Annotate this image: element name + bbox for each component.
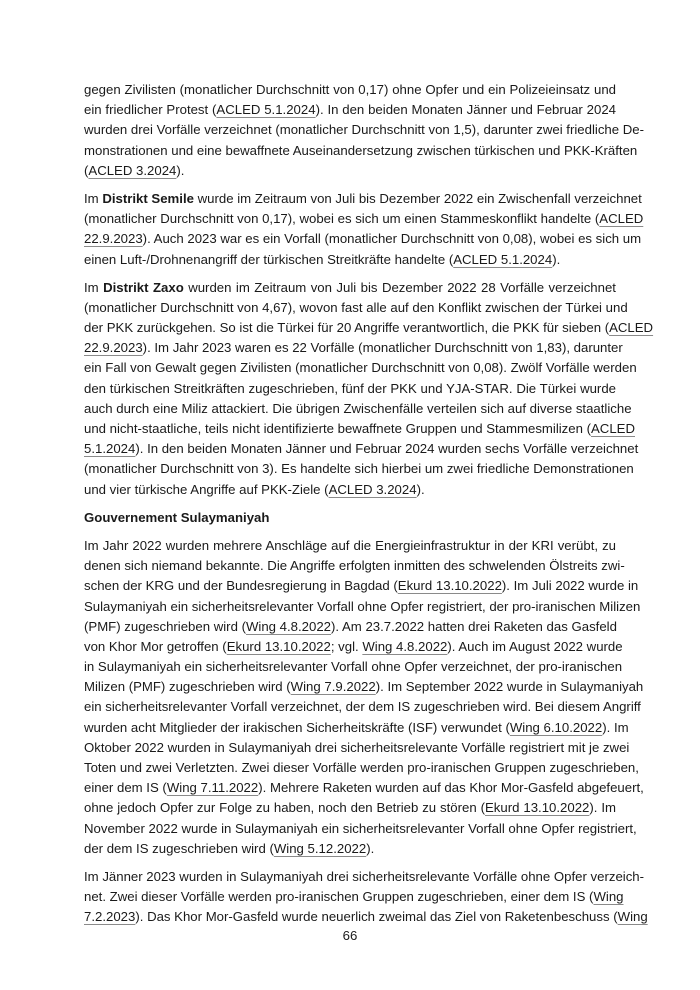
text-line [84, 439, 639, 459]
text-run: ). [366, 840, 375, 856]
text-line [84, 867, 645, 887]
text-run: Im Jahr 2022 wurden mehrere Anschläge auf die Energieinfrastruktur in der KRI verübt, zu [84, 537, 616, 553]
paragraph [84, 189, 644, 270]
text-run: ein friedlicher Protest ( [84, 102, 217, 118]
text-line [84, 907, 648, 927]
text-line [84, 556, 625, 576]
citation-link[interactable]: 22.9.2023 [84, 340, 143, 356]
text-run: in Sulaymaniyah ein sicherheitsrelevanter Vorfall ohne Opfer verzeichnet, der pro-iranischen [84, 659, 623, 675]
citation-link[interactable]: Wing 7.11.2022 [166, 780, 259, 796]
citation-link[interactable]: Wing 7.9.2022 [290, 679, 376, 695]
text-run: auch durch eine Miliz attackiert. Die übrigen Zwischenfälle verteilen sich auf diverse staatliche [84, 400, 632, 416]
text-line [84, 358, 637, 378]
text-line [84, 120, 644, 140]
text-run: ein sicherheitsrelevanter Vorfall verzeichnet, der dem IS zugeschrieben wird. Bei diesem Angriff [84, 699, 641, 715]
paragraph [84, 278, 654, 500]
text-run: ). Auch im August 2022 wurde [447, 638, 623, 654]
text-line [84, 597, 641, 617]
text-run: ohne jedoch Opfer zur Folge zu haben, noch den Betrieb zu stören ( [84, 800, 486, 816]
text-run: ; vgl. [330, 638, 363, 654]
text-run: und nicht-staatliche, teils nicht identifizierte bewaffnete Gruppen und Stammesmilizen ( [84, 421, 592, 436]
text-run: ). Mehrere Raketen wurden auf das Khor Mor-Gasfeld abgefeuert, [258, 780, 644, 796]
text-run: ). Im [602, 719, 629, 735]
text-run: ). [416, 481, 425, 497]
text-line [84, 697, 641, 717]
text-line [84, 419, 635, 439]
citation-link[interactable]: Wing 4.8.2022 [362, 638, 448, 654]
text-line [84, 141, 638, 161]
citation-link[interactable]: ACLED [599, 211, 644, 227]
text-line [84, 758, 639, 778]
text-run: den türkischen Streitkräften zugeschrieben, fünf der PKK und YJA-STAR. Die Türkei wurde [84, 380, 616, 396]
text-line [84, 778, 644, 798]
text-run: Sulaymaniyah ein sicherheitsrelevanter Vorfall ohne Opfer registriert, der pro-iranischen Milizen [84, 598, 641, 614]
text-line [84, 576, 639, 596]
text-line [84, 459, 634, 479]
text-run: schen der KRG und der Bundesregierung in Bagdad ( [84, 578, 398, 594]
text-line [84, 161, 616, 181]
text-run: ). Im Jahr 2023 waren es 22 Vorfälle (monatlicher Durchschnitt von 1,83), darunter [142, 340, 623, 356]
text-run: ). [176, 162, 185, 178]
text-run: gegen Zivilisten (monatlicher Durchschnitt von 0,17) ohne Opfer und ein Polizeieinsatz und [84, 82, 616, 97]
text-line [84, 536, 616, 556]
text-run: Toten und zwei Verletzten. Zwei dieser Vorfälle werden pro-iranischen Gruppen zugeschrieben, [84, 760, 639, 775]
text-line [84, 480, 616, 500]
text-run: und vier türkische Angriffe auf PKK-Ziele ( [84, 481, 329, 497]
text-run: ). Das Khor Mor-Gasfeld wurde neuerlich zweimal das Ziel von Raketenbeschuss ( [135, 909, 618, 925]
paragraph [84, 80, 644, 181]
text-run: wurden acht Mitglieder der irakischen Sicherheitskräfte (ISF) verwundet ( [84, 719, 510, 735]
paragraph [84, 536, 644, 859]
text-line [84, 718, 629, 738]
text-run: wurde im Zeitraum von Juli bis Dezember 2022 ein Zwischenfall verzeichnet [193, 190, 642, 206]
text-line [84, 278, 616, 298]
text-line [84, 379, 616, 399]
text-run: (monatlicher Durchschnitt von 0,17), wobei es sich um einen Stammeskonflikt handelte ( [84, 211, 600, 227]
text-run: November 2022 wurde in Sulaymaniyah ein sicherheitsrelevanter Vorfall ohne Opfer registriert, [84, 820, 637, 836]
text-run: ). In den beiden Monaten Jänner und Februar 2024 [315, 102, 616, 118]
text-run: einer dem IS ( [84, 780, 167, 796]
text-line [84, 819, 637, 839]
text-run: Milizen (PMF) zugeschrieben wird ( [84, 679, 291, 695]
citation-link[interactable]: ACLED 3.2024 [328, 481, 417, 497]
citation-link[interactable]: ACLED [591, 421, 635, 436]
text-run: wurden im Zeitraum von Juli bis Dezember 2022 28 Vorfälle verzeichnet [183, 279, 616, 295]
text-line [84, 738, 630, 758]
text-run: monstrationen und eine bewaffnete Auseinandersetzung zwischen türkischen und PKK-Kräften [84, 142, 638, 158]
text-line [84, 798, 616, 818]
citation-link[interactable]: Ekurd 13.10.2022 [397, 578, 502, 594]
text-run: der PKK zurückgehen. So ist die Türkei für 20 Angriffe verantwortlich, die PKK für sieben ( [84, 320, 610, 336]
text-run: wurden drei Vorfälle verzeichnet (monatlicher Durchschnitt von 1,5), darunter zwei friedliche De- [84, 122, 644, 138]
text-run: ein Fall von Gewalt gegen Zivilisten (monatlicher Durchschnitt von 0,08). Zwölf Vorfälle werden [84, 360, 637, 376]
text-run: ). [552, 251, 561, 267]
text-run: (monatlicher Durchschnitt von 3). Es handelte sich hierbei um zwei friedliche Demonstrationen [84, 461, 634, 477]
text-line [84, 318, 654, 338]
text-line [84, 657, 623, 677]
citation-link[interactable]: ACLED 5.1.2024 [216, 102, 316, 118]
text-run: einen Luft-/Drohnenangriff der türkischen Streitkräfte handelte ( [84, 251, 454, 267]
text-run: (monatlicher Durchschnitt von 4,67), wovon fast alle auf den Konflikt zwischen der Türkei und [84, 299, 628, 315]
text-run: Oktober 2022 wurden in Sulaymaniyah drei sicherheitsrelevante Vorfälle registriert mit je zwei [84, 739, 630, 755]
text-run: ). Auch 2023 war es ein Vorfall (monatlicher Durchschnitt von 0,08), wobei es sich um [142, 231, 642, 247]
citation-link[interactable]: Wing 4.8.2022 [245, 618, 332, 634]
citation-link[interactable]: Ekurd 13.10.2022 [485, 800, 590, 816]
text-line [84, 80, 616, 100]
text-line [84, 338, 623, 358]
text-line [84, 209, 644, 229]
citation-link[interactable]: Wing [617, 909, 648, 925]
citation-link[interactable]: ACLED 3.2024 [88, 162, 177, 178]
text-run: ). Am 23.7.2022 hatten drei Raketen das Gasfeld [331, 618, 617, 634]
text-run: von Khor Mor getroffen ( [84, 638, 227, 654]
text-run: ). Im September 2022 wurde in Sulaymaniyah [375, 679, 644, 695]
text-run: denen sich niemand bekannte. Die Angriffe erfolgten inmitten des schwelenden Ölstreits zwi- [84, 558, 625, 574]
citation-link[interactable]: Ekurd 13.10.2022 [226, 638, 331, 654]
citation-link[interactable]: 5.1.2024 [84, 441, 136, 457]
text-line [84, 250, 616, 270]
text-run: Im Jänner 2023 wurden in Sulaymaniyah drei sicherheitsrelevante Vorfälle ohne Opfer verzeich- [84, 868, 645, 884]
text-line [84, 189, 642, 209]
text-run: ). Im Juli 2022 wurde in [501, 578, 639, 594]
text-line [84, 100, 616, 120]
text-line [84, 887, 624, 907]
bold-district-name: Distrikt Zaxo [103, 279, 184, 295]
text-line [84, 637, 623, 657]
bold-district-name: Distrikt Semile [102, 190, 194, 206]
text-line [84, 229, 642, 249]
page-number: 66 [342, 928, 358, 943]
paragraph [84, 867, 648, 928]
citation-link[interactable]: Wing 6.10.2022 [509, 719, 603, 735]
text-line [84, 839, 616, 859]
text-run: ( [84, 162, 89, 178]
text-run: Im [84, 279, 104, 295]
text-line [84, 617, 616, 637]
citation-link[interactable]: ACLED 5.1.2024 [453, 251, 553, 267]
text-line [84, 399, 632, 419]
citation-link[interactable]: Wing 5.12.2022 [273, 840, 367, 856]
text-run: net. Zwei dieser Vorfälle werden pro-iranischen Gruppen zugeschrieben, einer dem IS ( [84, 889, 594, 905]
text-run: ). Im [589, 800, 617, 816]
citation-link[interactable]: Wing [593, 889, 624, 905]
text-run: der dem IS zugeschrieben wird ( [84, 840, 274, 856]
citation-link[interactable]: 7.2.2023 [84, 909, 136, 925]
text-line [84, 677, 644, 697]
citation-link[interactable]: 22.9.2023 [84, 231, 143, 247]
document-body [84, 80, 654, 936]
text-line [84, 298, 628, 318]
text-run: (PMF) zugeschrieben wird ( [84, 618, 246, 634]
citation-link[interactable]: ACLED [609, 320, 654, 336]
text-run: ). In den beiden Monaten Jänner und Februar 2024 wurden sechs Vorfälle verzeichnet [135, 441, 639, 457]
section-heading: Gouvernement Sulaymaniyah [84, 509, 270, 525]
text-run: Im [84, 190, 103, 206]
